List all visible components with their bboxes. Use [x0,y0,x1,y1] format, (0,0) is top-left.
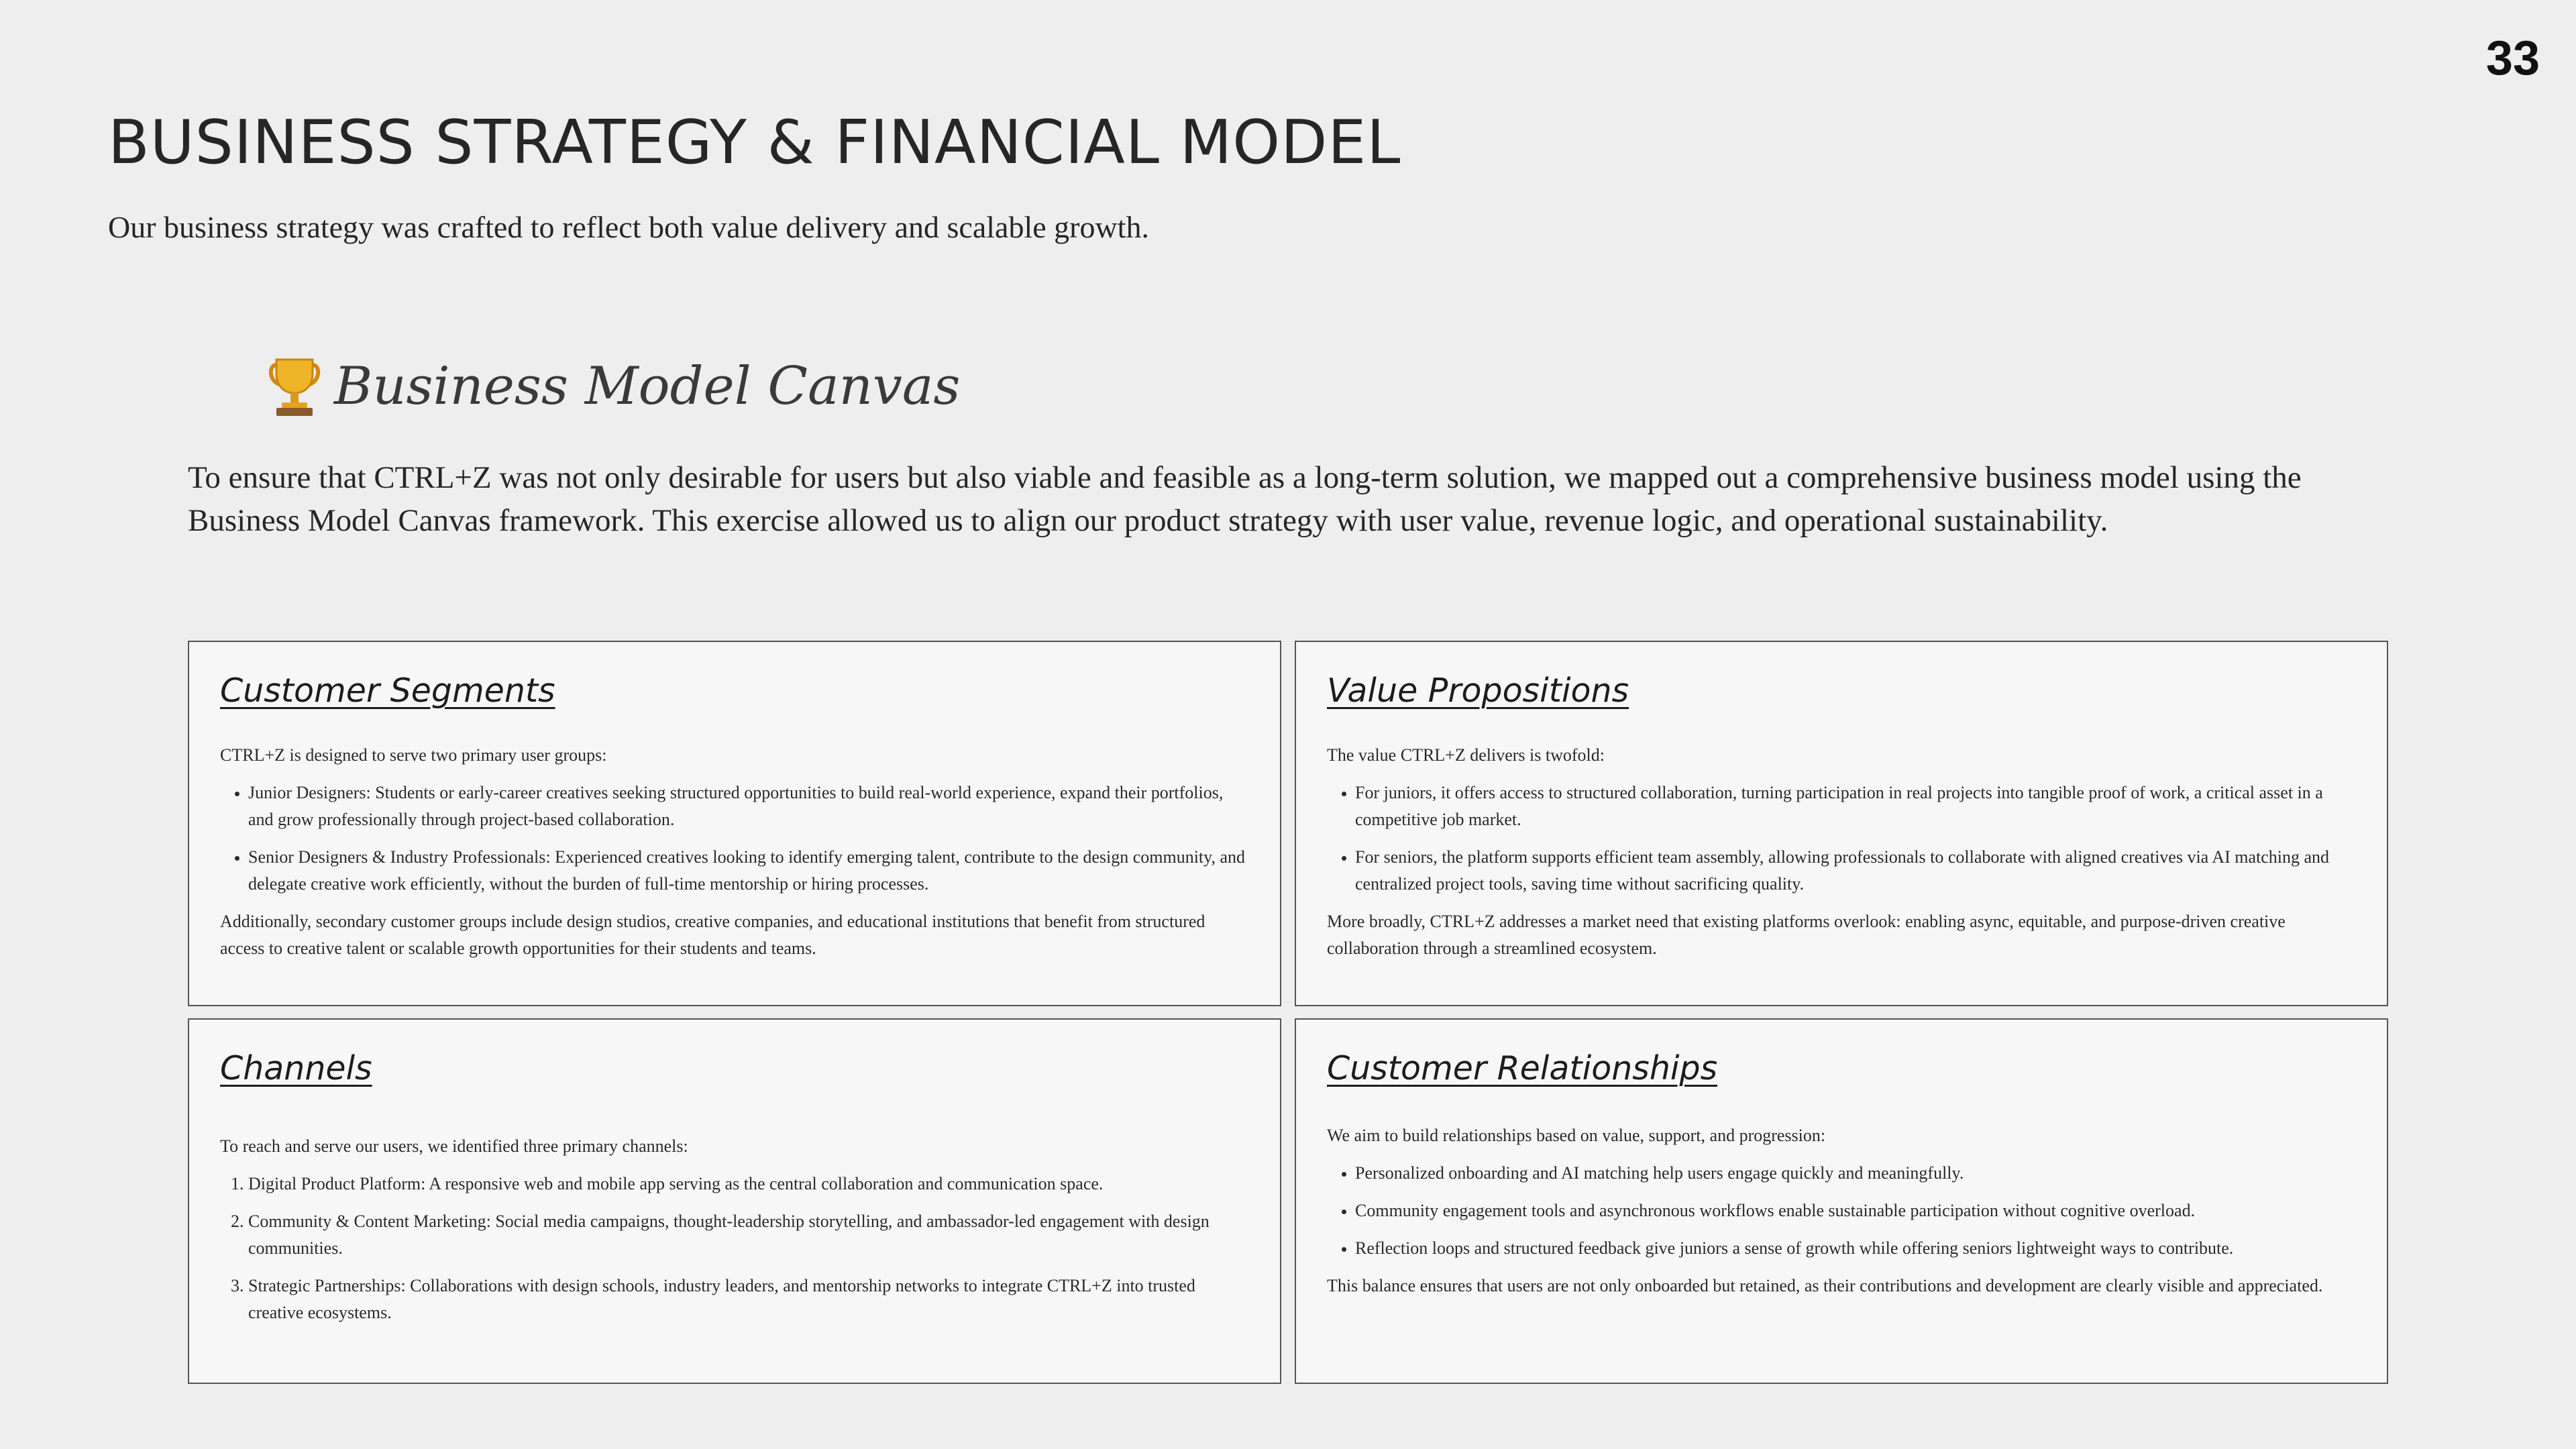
section-heading [267,356,960,417]
list-item: 2. Community & Content Marketing: Social media campaigns, thought-leadership storytelling, and ambassador-led engagement with design communities. [248,1208,1249,1262]
list-item: • For seniors, the platform supports efficient team assembly, allowing professionals to collaborate with aligned creatives via AI matching and centralized project tools, saving time without sacrificing quality. [1355,844,2356,898]
list-item: 3. Strategic Partnerships: Collaborations with design schools, industry leaders, and mentorship networks to integrate CTRL+Z into trusted creative ecosystems. [248,1273,1249,1326]
card-title: Channels [220,1049,372,1087]
page-subtitle: Our business strategy was crafted to reflect both value delivery and scalable growth. [108,210,1149,244]
card-lead: The value CTRL+Z delivers is twofold: [1327,745,1605,765]
card-customer-segments [188,641,1281,1006]
list-item: • Community engagement tools and asynchronous workflows enable sustainable participation without cognitive overload. [1355,1197,2356,1224]
page-title: BUSINESS STRATEGY & FINANCIAL MODEL [108,107,1401,178]
page-number: 33 [2485,32,2540,85]
card-channels [188,1018,1281,1384]
card-lead: To reach and serve our users, we identified three primary channels: [220,1136,688,1156]
card-lead: We aim to build relationships based on value, support, and progression: [1327,1126,1826,1145]
list-item: • For juniors, it offers access to structured collaboration, turning participation in real projects into tangible proof of work, a critical asset in a competitive job market. [1355,780,2356,833]
business-model-canvas [188,641,2388,1384]
card-closing: Additionally, secondary customer groups include design studios, creative companies, and educational institutions that benefit from structured access to creative talent or scalable growth opportunities for their students and teams. [220,912,1205,958]
card-body [220,1133,1249,1326]
list-item: 1. Digital Product Platform: A responsive web and mobile app serving as the central collaboration and communication space. [248,1171,1249,1197]
card-body [1327,742,2356,962]
card-title: Customer Segments [220,672,555,710]
card-title: Value Propositions [1327,672,1629,710]
section-intro: To ensure that CTRL+Z was not only desirable for users but also viable and feasible as a long-term solution, we mapped out a comprehensive business model using the Business Model Canvas framework. This exercise allowed us to align our product strategy with user value, revenue logic, and operational sustainability. [188,460,2302,538]
list-item: • Personalized onboarding and AI matching help users engage quickly and meaningfully. [1355,1160,2356,1187]
card-value-propositions [1295,641,2388,1006]
card-list [220,780,1249,898]
section-heading-label: Business Model Canvas [334,356,961,417]
card-list [1327,1160,2356,1262]
trophy-icon [267,356,322,417]
list-item: • Reflection loops and structured feedback give juniors a sense of growth while offering seniors lightweight ways to contribute. [1355,1235,2356,1262]
card-lead: CTRL+Z is designed to serve two primary user groups: [220,745,607,765]
card-title: Customer Relationships [1327,1049,1718,1087]
card-customer-relationships [1295,1018,2388,1384]
card-body [1327,1122,2356,1299]
card-closing: This balance ensures that users are not only onboarded but retained, as their contributions and development are clearly visible and appreciated. [1327,1276,2323,1295]
card-list [220,1171,1249,1326]
card-body [220,742,1249,962]
card-list [1327,780,2356,898]
card-closing: More broadly, CTRL+Z addresses a market need that existing platforms overlook: enabling async, equitable, and purpose-driven creative collaboration through a streamlined ecosystem. [1327,912,2286,958]
list-item: • Junior Designers: Students or early-career creatives seeking structured opportunities to build real-world experience, expand their portfolios, and grow professionally through project-based collaboration. [248,780,1249,833]
list-item: • Senior Designers & Industry Professionals: Experienced creatives looking to identify emerging talent, contribute to the design community, and delegate creative work efficiently, without the burden of full-time mentorship or hiring processes. [248,844,1249,898]
